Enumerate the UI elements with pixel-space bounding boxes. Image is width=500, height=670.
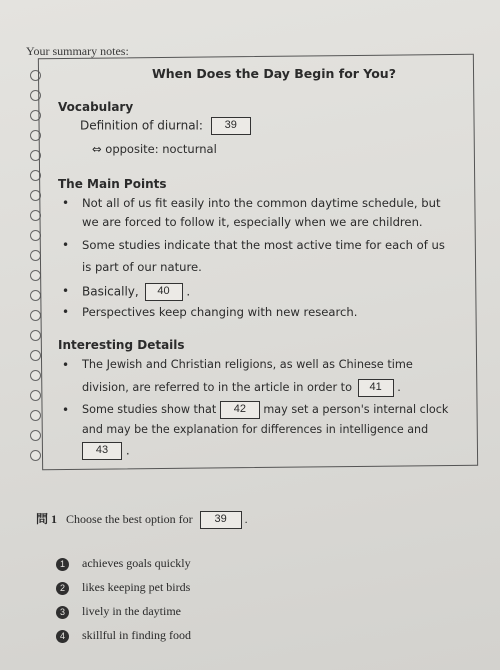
main-point-3 bbox=[82, 283, 190, 301]
bullet-dot: • bbox=[62, 403, 70, 417]
question-number: 問 1 bbox=[36, 512, 58, 526]
main-point-4: Perspectives keep changing with new research. bbox=[82, 305, 358, 319]
binder-hole bbox=[30, 450, 41, 461]
option-text: skillful in finding food bbox=[82, 628, 191, 642]
main-point-2-line1: Some studies indicate that the most active time for each of us bbox=[82, 238, 445, 252]
bullet-dot: • bbox=[62, 284, 70, 298]
vocabulary-definition bbox=[80, 117, 251, 135]
option-number-4: 4 bbox=[56, 630, 69, 643]
option-text: lively in the daytime bbox=[82, 604, 181, 618]
vocabulary-heading: Vocabulary bbox=[58, 100, 134, 114]
detail-1-line2 bbox=[82, 379, 401, 397]
binder-hole bbox=[30, 310, 41, 321]
binder-hole bbox=[30, 390, 41, 401]
bullet-dot: • bbox=[62, 305, 70, 319]
binder-hole bbox=[30, 410, 41, 421]
question-answer-box: 39 bbox=[200, 511, 242, 529]
question-suffix: . bbox=[244, 512, 248, 526]
answer-box-40: 40 bbox=[145, 283, 183, 301]
answer-box-42: 42 bbox=[220, 401, 260, 419]
interesting-details-heading: Interesting Details bbox=[58, 338, 185, 352]
detail-2-suffix: . bbox=[125, 443, 130, 458]
detail-2-line2: and may be the explanation for differences in intelligence and bbox=[82, 423, 429, 436]
detail-1-line1: The Jewish and Christian religions, as well as Chinese time bbox=[82, 358, 413, 371]
binder-hole bbox=[30, 370, 41, 381]
bullet-dot: • bbox=[62, 196, 70, 210]
detail-2-line3 bbox=[82, 442, 130, 460]
option-1[interactable] bbox=[56, 556, 191, 571]
bullet-dot: • bbox=[62, 358, 70, 372]
detail-2-text-after: may set a person's internal clock bbox=[263, 403, 449, 416]
detail-2-line1 bbox=[82, 401, 448, 419]
option-text: achieves goals quickly bbox=[82, 556, 191, 570]
binder-hole bbox=[30, 350, 41, 361]
detail-2-text: Some studies show that bbox=[82, 403, 217, 416]
question-text: Choose the best option for bbox=[66, 512, 193, 526]
main-point-2-line2: is part of our nature. bbox=[82, 260, 202, 274]
option-text: likes keeping pet birds bbox=[82, 580, 191, 594]
bullet-dot: • bbox=[62, 238, 70, 252]
answer-box-41: 41 bbox=[358, 379, 394, 397]
definition-label: Definition of diurnal: bbox=[80, 118, 203, 133]
binder-hole bbox=[30, 430, 41, 441]
question-1 bbox=[36, 510, 248, 529]
main-point-1-line2: we are forced to follow it, especially when we are children. bbox=[82, 215, 423, 229]
option-3[interactable] bbox=[56, 604, 181, 619]
vocabulary-opposite: ⇔ opposite: nocturnal bbox=[92, 142, 217, 156]
option-number-3: 3 bbox=[56, 606, 69, 619]
option-number-2: 2 bbox=[56, 582, 69, 595]
summary-label: Your summary notes: bbox=[26, 44, 129, 58]
detail-1-suffix: . bbox=[397, 381, 401, 394]
option-number-1: 1 bbox=[56, 558, 69, 571]
main-points-heading: The Main Points bbox=[58, 177, 167, 191]
main-point-1-line1: Not all of us fit easily into the common daytime schedule, but bbox=[82, 196, 441, 210]
main-point-3-suffix: . bbox=[186, 284, 191, 299]
binder-hole bbox=[30, 330, 41, 341]
answer-box-39: 39 bbox=[211, 117, 251, 135]
notes-title: When Does the Day Begin for You? bbox=[152, 66, 396, 81]
answer-box-43: 43 bbox=[82, 442, 122, 460]
main-point-3-text: Basically, bbox=[82, 284, 139, 299]
option-2[interactable] bbox=[56, 580, 190, 595]
option-4[interactable] bbox=[56, 628, 191, 643]
detail-1-text: division, are referred to in the article in order to bbox=[82, 381, 353, 394]
